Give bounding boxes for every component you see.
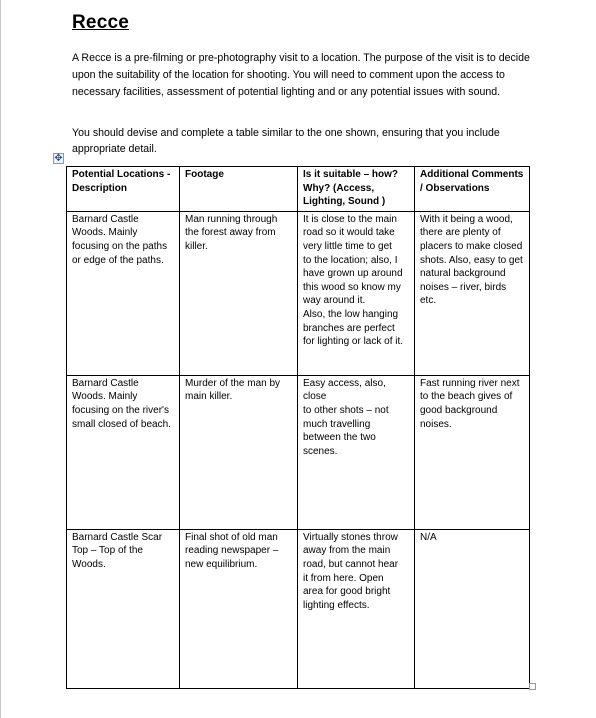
table-row — [67, 211, 530, 375]
header-footage[interactable]: Footage — [180, 167, 298, 212]
cell-location[interactable]: Barnard Castle Scar Top – Top of the Woods. — [67, 529, 180, 688]
move-arrows-icon[interactable]: ✥ — [54, 152, 63, 164]
cell-location[interactable]: Barnard Castle Woods. Mainly focusing on the paths or edge of the paths. — [67, 211, 180, 375]
instruction-paragraph: You should devise and complete a table similar to the one shown, ensuring that you include appropriate detail. — [72, 127, 500, 155]
page-edge — [0, 0, 1, 718]
header-potential-locations[interactable]: Potential Locations - Description — [67, 167, 180, 212]
cell-comments[interactable]: With it being a wood, there are plenty of placers to make closed shots. Also, easy to get natural background noises – river, birds etc. — [415, 211, 530, 375]
resize-handle-icon[interactable] — [529, 683, 536, 690]
page-title: Recce — [72, 12, 129, 33]
recce-table — [66, 166, 530, 689]
cell-footage[interactable]: Murder of the man by main killer. — [180, 375, 298, 529]
cell-footage[interactable]: Man running through the forest away from killer. — [180, 211, 298, 375]
cell-footage[interactable]: Final shot of old man reading newspaper – new equilibrium. — [180, 529, 298, 688]
header-suitability[interactable]: Is it suitable – how? Why? (Access, Lighting, Sound ) — [298, 167, 415, 212]
table-row — [67, 375, 530, 529]
cell-comments[interactable]: Fast running river next to the beach gives of good background noises. — [415, 375, 530, 529]
cell-comments[interactable]: N/A — [415, 529, 530, 688]
table-header-row — [67, 167, 530, 212]
cell-suitability[interactable]: Easy access, also, close to other shots – not much travelling between the two scenes. — [298, 375, 415, 529]
cell-suitability[interactable]: Virtually stones throw away from the main road, but cannot hear it from here. Open area for good bright lighting effects. — [298, 529, 415, 688]
cell-suitability[interactable]: It is close to the main road so it would take very little time to get to the location; also, I have grown up around this wood so know my way around it. Also, the low hanging branches are perfect for lighting or lack of it. — [298, 211, 415, 375]
header-additional-comments[interactable]: Additional Comments / Observations — [415, 167, 530, 212]
intro-paragraph: A Recce is a pre-filming or pre-photography visit to a location. The purpose of the visit is to decide upon the suitability of the location for shooting. You will need to comment upon the access to necessary facilities, assessment of potential lighting and or any potential issues with sound. — [72, 52, 530, 99]
table-row — [67, 529, 530, 688]
cell-location[interactable]: Barnard Castle Woods. Mainly focusing on the river's small closed of beach. — [67, 375, 180, 529]
